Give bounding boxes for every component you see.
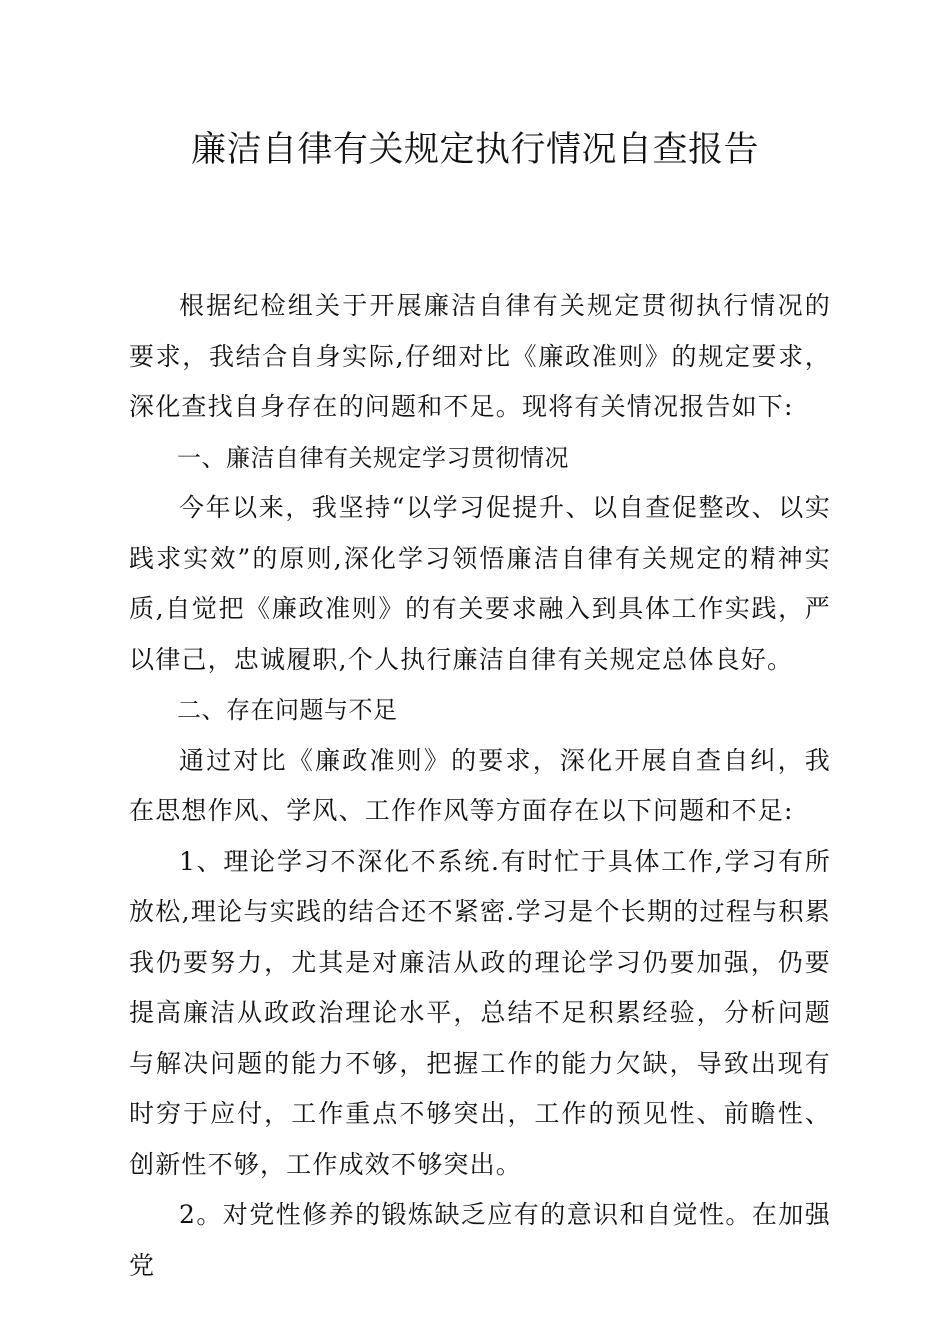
- section-heading-1: 一、廉洁自律有关规定学习贯彻情况: [177, 443, 569, 472]
- problem-item-1: 1、理论学习不深化不系统.有时忙于具体工作,学习有所放松,理论与实践的结合还不紧密.学习是个长期的过程与积累我仍要努力，尤其是对廉洁从政的理论学习仍要加强，仍要提高廉洁从政政治理论水平，总结不足积累经验，分析问题与解决问题的能力不够，把握工作的能力欠缺，导致出现有时穷于应付，工作重点不够突出，工作的预见性、前瞻性、创新性不够，工作成效不够突出。: [129, 846, 831, 1179]
- section-2-intro-paragraph: 通过对比《廉政准则》的要求，深化开展自查自纠，我在思想作风、学风、工作作风等方面存在以下问题和不足:: [129, 745, 831, 825]
- problem-item-2: 2。对党性修养的锻炼缺乏应有的意识和自觉性。在加强党: [129, 1200, 831, 1280]
- intro-paragraph: 根据纪检组关于开展廉洁自律有关规定贯彻执行情况的要求，我结合自身实际,仔细对比《廉政准则》的规定要求，深化查找自身存在的问题和不足。现将有关情况报告如下:: [129, 291, 831, 421]
- document-title: 廉洁自律有关规定执行情况自查报告: [190, 130, 759, 170]
- document-body: [129, 281, 831, 1291]
- section-1-paragraph: 今年以来，我坚持“以学习促提升、以自查促整改、以实践求实效”的原则,深化学习领悟廉洁自律有关规定的精神实质,自觉把《廉政准则》的有关要求融入到具体工作实践，严以律己，忠诚履职,个人执行廉洁自律有关规定总体良好。: [129, 493, 831, 674]
- section-heading-2: 二、存在问题与不足: [177, 696, 398, 724]
